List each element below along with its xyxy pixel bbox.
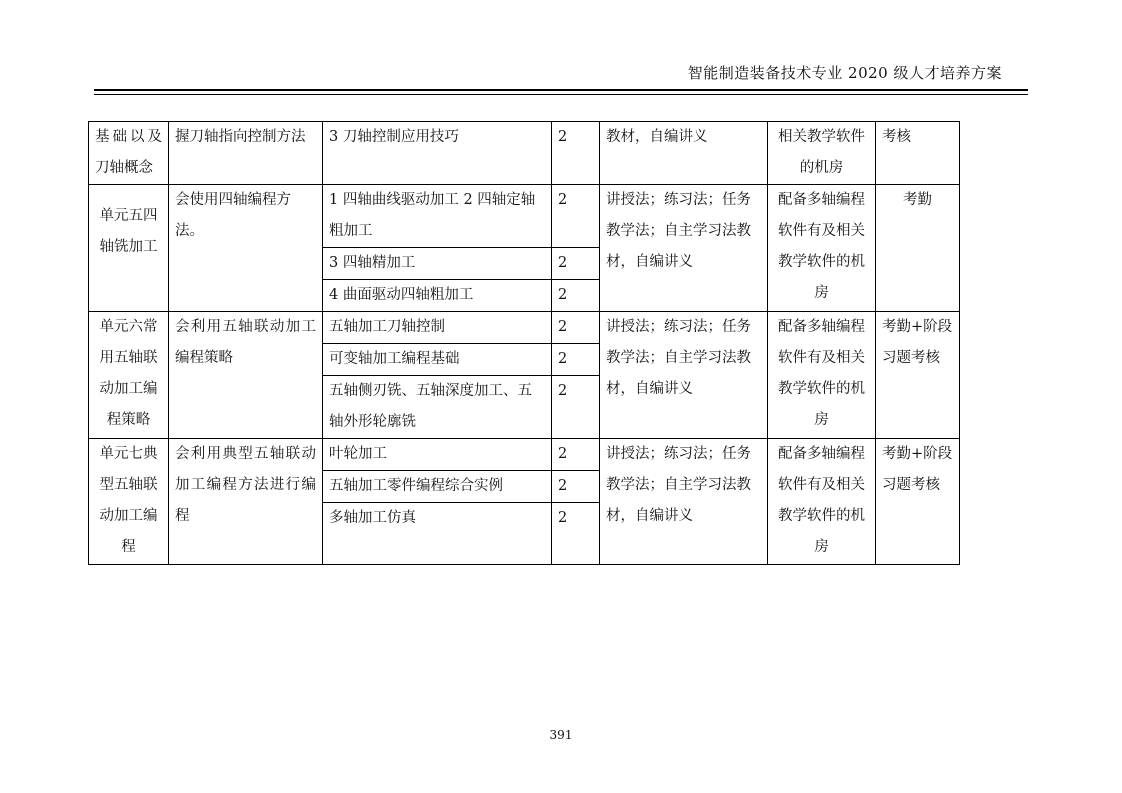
goal-cell: 会使用四轴编程方法。 xyxy=(169,185,323,312)
unit-cell: 单元五四轴铣加工 xyxy=(89,185,169,312)
content-cell: 可变轴加工编程基础 xyxy=(323,344,552,376)
method-cell: 教材，自编讲义 xyxy=(600,122,768,185)
hours-cell: 2 xyxy=(552,471,600,503)
hours-cell: 2 xyxy=(552,503,600,565)
assessment-cell: 考勤 xyxy=(876,185,960,312)
hours-cell: 2 xyxy=(552,376,600,439)
content-cell: 五轴加工刀轴控制 xyxy=(323,312,552,344)
environment-cell: 配备多轴编程软件有及相关教学软件的机房 xyxy=(768,185,876,312)
assessment-cell: 考勤+阶段习题考核 xyxy=(876,312,960,439)
content-cell: 3 四轴精加工 xyxy=(323,248,552,280)
goal-cell: 会利用五轴联动加工编程策略 xyxy=(169,312,323,439)
table-row xyxy=(89,312,960,344)
method-cell: 讲授法；练习法；任务教学法；自主学习法教材，自编讲义 xyxy=(600,439,768,565)
content-cell: 五轴侧刃铣、五轴深度加工、五轴外形轮廓铣 xyxy=(323,376,552,439)
page-number: 391 xyxy=(549,728,573,742)
environment-cell: 配备多轴编程软件有及相关教学软件的机房 xyxy=(768,312,876,439)
table-row xyxy=(89,439,960,471)
header-rule-thick xyxy=(94,89,1028,91)
document-header-title: 智能制造装备技术专业 2020 级人才培养方案 xyxy=(687,64,1002,82)
assessment-cell: 考勤+阶段习题考核 xyxy=(876,439,960,565)
table-row xyxy=(89,122,960,185)
header-rule-thin xyxy=(94,94,1028,95)
assessment-cell: 考核 xyxy=(876,122,960,185)
table-row xyxy=(89,185,960,248)
content-cell: 3 刀轴控制应用技巧 xyxy=(323,122,552,185)
hours-cell: 2 xyxy=(552,185,600,248)
hours-cell: 2 xyxy=(552,312,600,344)
content-cell: 4 曲面驱动四轴粗加工 xyxy=(323,280,552,312)
goal-cell: 握刀轴指向控制方法 xyxy=(169,122,323,185)
hours-cell: 2 xyxy=(552,280,600,312)
environment-cell: 配备多轴编程软件有及相关教学软件的机房 xyxy=(768,439,876,565)
hours-cell: 2 xyxy=(552,248,600,280)
method-cell: 讲授法；练习法；任务教学法；自主学习法教材，自编讲义 xyxy=(600,185,768,312)
hours-cell: 2 xyxy=(552,439,600,471)
content-cell: 多轴加工仿真 xyxy=(323,503,552,565)
hours-cell: 2 xyxy=(552,122,600,185)
content-cell: 1 四轴曲线驱动加工 2 四轴定轴粗加工 xyxy=(323,185,552,248)
method-cell: 讲授法；练习法；任务教学法；自主学习法教材，自编讲义 xyxy=(600,312,768,439)
unit-cell: 单元七典型五轴联动加工编程 xyxy=(89,439,169,565)
goal-cell: 会利用典型五轴联动加工编程方法进行编程 xyxy=(169,439,323,565)
course-plan-table xyxy=(88,121,960,565)
hours-cell: 2 xyxy=(552,344,600,376)
content-cell: 五轴加工零件编程综合实例 xyxy=(323,471,552,503)
unit-cell: 单元六常用五轴联动加工编程策略 xyxy=(89,312,169,439)
environment-cell: 相关教学软件的机房 xyxy=(768,122,876,185)
content-cell: 叶轮加工 xyxy=(323,439,552,471)
unit-cell: 基础以及刀轴概念 xyxy=(89,122,169,185)
